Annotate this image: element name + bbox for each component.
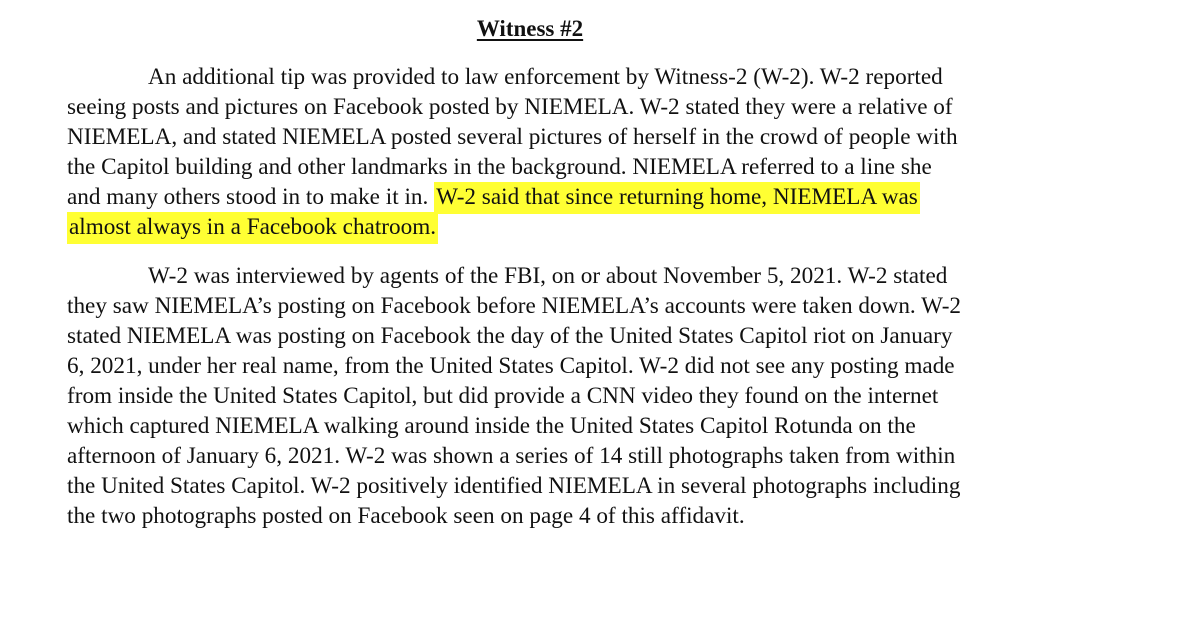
paragraph2-line-4: 6, 2021, under her real name, from the United States Capitol. W-2 did not see any posting made [67,353,955,379]
paragraph1-line-2: seeing posts and pictures on Facebook posted by NIEMELA. W-2 stated they were a relative of [67,94,953,120]
paragraph2-line-6: which captured NIEMELA walking around inside the United States Capitol Rotunda on the [67,413,916,439]
paragraph2-line-5: from inside the United States Capitol, but did provide a CNN video they found on the internet [67,383,939,409]
paragraph2-line-9: the two photographs posted on Facebook seen on page 4 of this affidavit. [67,503,745,529]
highlighted-text-2: almost always in a Facebook chatroom. [67,212,438,244]
paragraph2-line-2: they saw NIEMELA’s posting on Facebook before NIEMELA’s accounts were taken down. W-2 [67,293,962,319]
paragraph1-line-6 [67,212,438,242]
paragraph2-line-3: stated NIEMELA was posting on Facebook the day of the United States Capitol riot on January [67,323,953,349]
highlighted-text-1: W-2 said that since returning home, NIEMELA was [434,182,920,214]
paragraph1-line-5-text: and many others stood in to make it in. [67,184,429,210]
paragraph1-line-1: An additional tip was provided to law enforcement by Witness-2 (W-2). W-2 reported [148,64,943,90]
paragraph2-line-8: the United States Capitol. W-2 positively identified NIEMELA in several photographs including [67,473,961,499]
paragraph1-line-5 [67,182,920,212]
paragraph1-line-4: the Capitol building and other landmarks in the background. NIEMELA referred to a line she [67,154,932,180]
paragraph2-line-1: W-2 was interviewed by agents of the FBI, on or about November 5, 2021. W-2 stated [148,263,948,289]
paragraph2-line-7: afternoon of January 6, 2021. W-2 was shown a series of 14 still photographs taken from within [67,443,956,469]
section-heading: Witness #2 [476,16,584,41]
paragraph1-line-3: NIEMELA, and stated NIEMELA posted several pictures of herself in the crowd of people with [67,124,958,150]
